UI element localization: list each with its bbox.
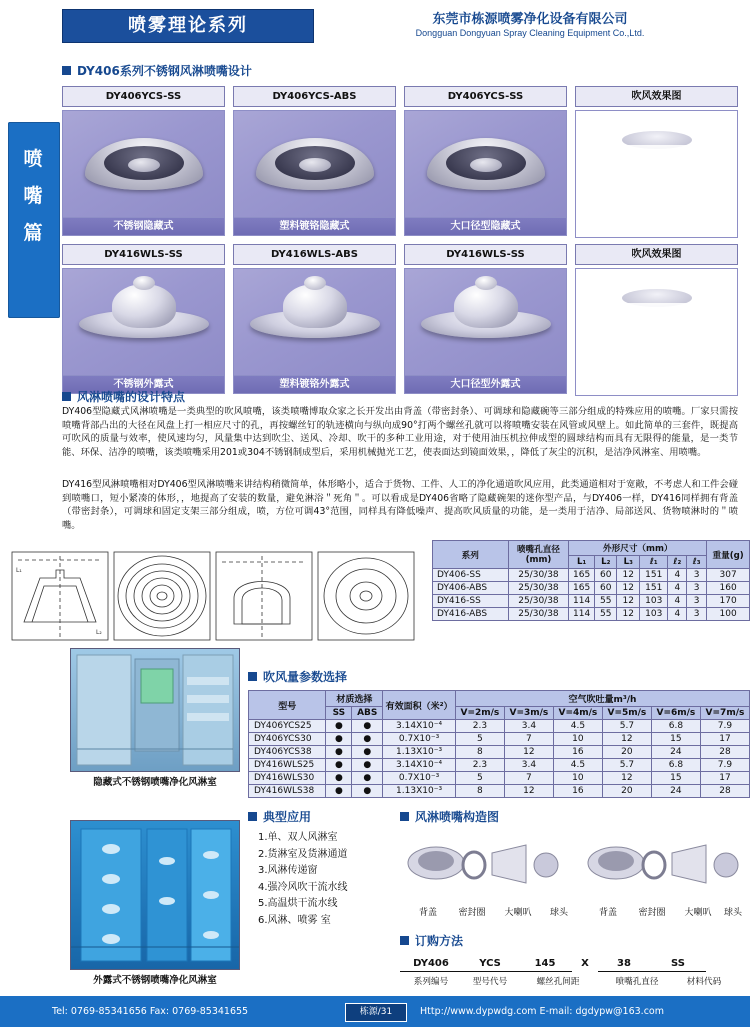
product-card[interactable] xyxy=(404,244,567,396)
exploded-parts-illustration xyxy=(400,825,740,905)
footer-contact-tel: Tel: 0769-85341656 Fax: 0769-85341655 xyxy=(52,1006,249,1017)
cell-v3: 3.4 xyxy=(504,720,553,733)
section-heading-params: 吹风量参数选择 xyxy=(248,668,347,685)
feature-paragraph-2: DY416型风淋喷嘴相对DY406型风淋喷嘴来讲结构稍微简单，体形略小，适合于货物、工件、人工的净化通道吹风应用，此类通道相对于宽敞，不考虑人和工件会碰到喷嘴口，短小紧凑的体形，，地提高了安装的数量，避免淋浴＂死角＂。可以看成是DY406省略了隐藏碗架的迷你型产品，与DY406一样，DY416同样拥有背盖（带密封条），可调球和固定支架三部分组成，喷，方位可调43°范围，同样具有降低噪声、提高吹风质量的功能，是一类用于洁净、局部送风、货物喷淋时的＂喷嘴。 xyxy=(62,479,738,531)
table-row xyxy=(433,608,750,621)
col-material-abs: ABS xyxy=(352,707,383,720)
cell-v7: 28 xyxy=(700,746,749,759)
order-code-screw-pitch: 145 xyxy=(518,958,572,972)
structure-label-right-1: 背盖 xyxy=(598,908,617,918)
cell-v5: 12 xyxy=(602,733,651,746)
product-row-1 xyxy=(62,86,738,238)
ordering-label-row xyxy=(400,975,740,987)
nozzle-dome-icon xyxy=(79,310,209,338)
product-title: DY416WLS-ABS xyxy=(233,244,396,265)
nozzle-dish-icon xyxy=(427,138,545,190)
cell-d: 103 xyxy=(640,608,668,621)
cell-hole: 25/30/38 xyxy=(508,582,569,595)
cell-series: DY416-SS xyxy=(433,595,509,608)
company-name-en: Dongguan Dongyuan Spray Cleaning Equipment Co.,Ltd. xyxy=(415,28,645,38)
product-title: 吹风效果图 xyxy=(575,244,738,265)
cell-e: 4 xyxy=(668,582,687,595)
section-heading-design: DY406系列不锈钢风淋喷嘴设计 xyxy=(62,62,252,79)
cell-ss: ● xyxy=(326,785,352,798)
product-caption: 不锈钢外露式 xyxy=(62,376,225,394)
cell-model: DY416WLS30 xyxy=(249,772,326,785)
cell-v7: 28 xyxy=(700,785,749,798)
product-image xyxy=(233,268,396,376)
cell-v3: 3.4 xyxy=(504,759,553,772)
cell-v2: 8 xyxy=(455,785,504,798)
page-footer xyxy=(0,997,750,1027)
order-code-material: SS xyxy=(650,958,706,972)
cell-f: 3 xyxy=(687,595,707,608)
table-row xyxy=(249,720,750,733)
cell-area: 1.13X10⁻³ xyxy=(383,746,456,759)
structure-label-left-3: 大喇叭 xyxy=(504,908,532,918)
cell-v6: 15 xyxy=(651,772,700,785)
section-heading-ordering: 订购方法 xyxy=(400,932,463,949)
cell-abs: ● xyxy=(352,772,383,785)
sub-L3: L₃ xyxy=(617,556,640,569)
cell-d: 151 xyxy=(640,582,668,595)
product-image xyxy=(404,110,567,218)
cell-v6: 6.8 xyxy=(651,759,700,772)
structure-exploded-diagram xyxy=(400,825,740,935)
cell-area: 3.14X10⁻⁴ xyxy=(383,759,456,772)
cell-v2: 5 xyxy=(455,733,504,746)
cell-ss: ● xyxy=(326,733,352,746)
cell-model: DY406YCS25 xyxy=(249,720,326,733)
cell-v3: 7 xyxy=(504,772,553,785)
table-row xyxy=(433,595,750,608)
feature-paragraph-1: DY406型隐藏式风淋喷嘴是一类典型的吹风喷嘴，该类喷嘴博取众家之长开发出由背盖（带密封条）、可调球和隐藏碗等三部分组成的特殊应用的喷嘴。厂家只需按喷嘴背部凸出的大径在风盘上打一相应尺寸的孔，再按螺丝钉的轨迹横向与纵向成90°打两个螺丝孔就可以将喷嘴安装在风管或风壁上。如此简单的三套件，既提高可吹风的质量与效率，使风速均匀，风量集中达到吹尘、送风、冷却、吹干的多种工业用途，对于使用油压机拉伸成型的圆球结构而具有无限得的能量，是一类节能、环保、洁净的喷嘴，该类喷嘴采用201或304不锈钢制成型后，采用机械抛光工艺，使表面达到镜面效果，，降低了灰尘的沉积，是洁净风淋室、用喷嘴。 xyxy=(62,406,738,458)
cell-b: 55 xyxy=(594,595,617,608)
sub-L1: L₁ xyxy=(569,556,595,569)
cell-series: DY416-ABS xyxy=(433,608,509,621)
order-label-series: 系列编号 xyxy=(413,977,449,987)
col-material-ss: SS xyxy=(326,707,352,720)
spray-effect-image xyxy=(575,110,738,238)
side-tab-nozzle-chapter xyxy=(8,122,60,318)
col-v4: V=4m/s xyxy=(553,707,602,720)
col-v6: V=6m/s xyxy=(651,707,700,720)
ordering-code-row xyxy=(400,958,740,972)
cell-abs: ● xyxy=(352,785,383,798)
cell-ss: ● xyxy=(326,772,352,785)
cell-model: DY416WLS25 xyxy=(249,759,326,772)
product-card[interactable] xyxy=(62,86,225,238)
col-series: 系列 xyxy=(433,541,509,569)
order-code-separator: X xyxy=(581,958,589,969)
cell-v4: 4.5 xyxy=(553,759,602,772)
cell-v7: 17 xyxy=(700,733,749,746)
table-row xyxy=(249,733,750,746)
structure-label-left-4: 球头 xyxy=(549,908,568,918)
cell-hole: 25/30/38 xyxy=(508,608,569,621)
table-row xyxy=(249,772,750,785)
airflow-parameter-table xyxy=(248,690,750,798)
table-row xyxy=(249,759,750,772)
table-header-row xyxy=(249,691,750,707)
table-row xyxy=(249,785,750,798)
technical-drawings xyxy=(10,548,430,644)
cell-a: 114 xyxy=(569,595,595,608)
photo-exposed-type-shower-room xyxy=(70,820,240,970)
cell-area: 0.7X10⁻³ xyxy=(383,733,456,746)
list-item: 5.高温烘干流水线 xyxy=(258,898,338,909)
cell-c: 12 xyxy=(617,595,640,608)
list-item: 4.强冷风吹干流水线 xyxy=(258,881,348,893)
ordering-code-diagram xyxy=(400,958,740,987)
cell-v6: 6.8 xyxy=(651,720,700,733)
cell-v3: 12 xyxy=(504,746,553,759)
col-v5: V=5m/s xyxy=(602,707,651,720)
cell-b: 55 xyxy=(594,608,617,621)
nozzle-dish-icon xyxy=(85,138,203,190)
cell-weight: 160 xyxy=(707,582,750,595)
cell-v7: 7.9 xyxy=(700,759,749,772)
cell-v2: 5 xyxy=(455,772,504,785)
heading-marker-icon xyxy=(62,392,71,401)
spec-table xyxy=(432,540,750,621)
heading-marker-icon xyxy=(62,66,71,75)
product-title: DY406YCS-SS xyxy=(404,86,567,107)
cell-series: DY406-SS xyxy=(433,569,509,582)
nozzle-dish-icon xyxy=(256,138,374,190)
cell-area: 1.13X10⁻³ xyxy=(383,785,456,798)
cell-f: 3 xyxy=(687,608,707,621)
application-list xyxy=(258,830,348,929)
nozzle-dome-icon xyxy=(421,310,551,338)
cell-f: 3 xyxy=(687,582,707,595)
footer-web-email: Http://www.dypwdg.com E-mail: dgdypw@163.com xyxy=(420,1006,664,1017)
cell-area: 0.7X10⁻³ xyxy=(383,772,456,785)
cell-v5: 12 xyxy=(602,772,651,785)
cell-weight: 307 xyxy=(707,569,750,582)
cell-ss: ● xyxy=(326,746,352,759)
cell-v2: 2.3 xyxy=(455,759,504,772)
order-code-hole-diameter: 38 xyxy=(598,958,650,972)
list-item: 1.单、双人风淋室 xyxy=(258,832,338,843)
col-v7: V=7m/s xyxy=(700,707,749,720)
cell-v2: 2.3 xyxy=(455,720,504,733)
order-label-material: 材料代码 xyxy=(686,977,722,987)
sub-dim-5: ℓ₂ xyxy=(668,556,687,569)
cell-a: 165 xyxy=(569,582,595,595)
product-title: DY416WLS-SS xyxy=(404,244,567,265)
cell-v3: 12 xyxy=(504,785,553,798)
series-title: 喷雾理论系列 xyxy=(128,15,248,36)
cell-c: 12 xyxy=(617,569,640,582)
cell-v2: 8 xyxy=(455,746,504,759)
cell-c: 12 xyxy=(617,582,640,595)
side-tab-char-2: 嘴 xyxy=(23,185,45,207)
side-tab-char-1: 喷 xyxy=(23,148,45,170)
heading-marker-icon xyxy=(400,936,409,945)
col-air-volume: 空气吹吐量m³/h xyxy=(455,691,749,707)
product-card[interactable] xyxy=(62,244,225,396)
cell-b: 60 xyxy=(594,569,617,582)
cell-ss: ● xyxy=(326,759,352,772)
cell-abs: ● xyxy=(352,759,383,772)
cell-v7: 17 xyxy=(700,772,749,785)
list-item: 3.风淋传递窗 xyxy=(258,865,318,876)
cell-v4: 10 xyxy=(553,772,602,785)
col-v3: V=3m/s xyxy=(504,707,553,720)
cell-hole: 25/30/38 xyxy=(508,595,569,608)
order-label-hole-diameter: 喷嘴孔直径 xyxy=(615,977,659,987)
photo-illustration xyxy=(71,649,239,771)
col-material: 材质选择 xyxy=(326,691,383,707)
side-tab-char-3: 篇 xyxy=(23,222,45,244)
cell-a: 114 xyxy=(569,608,595,621)
product-title: DY416WLS-SS xyxy=(62,244,225,265)
table-row xyxy=(249,746,750,759)
cell-e: 4 xyxy=(668,569,687,582)
table-row xyxy=(433,582,750,595)
product-title: 吹风效果图 xyxy=(575,86,738,107)
col-group-dimensions: 外形尺寸（mm） xyxy=(569,541,707,556)
cell-a: 165 xyxy=(569,569,595,582)
cell-model: DY416WLS38 xyxy=(249,785,326,798)
photo-caption-2: 外露式不锈钢喷嘴净化风淋室 xyxy=(93,975,217,986)
product-image xyxy=(404,268,567,376)
order-code-model: YCS xyxy=(462,958,518,972)
cell-v6: 15 xyxy=(651,733,700,746)
product-caption: 塑料镀铬外露式 xyxy=(233,376,396,394)
cell-v6: 24 xyxy=(651,746,700,759)
product-card[interactable] xyxy=(575,244,738,396)
cell-model: DY406YCS38 xyxy=(249,746,326,759)
spray-cone-icon xyxy=(605,289,709,375)
col-v2: V=2m/s xyxy=(455,707,504,720)
cell-d: 151 xyxy=(640,569,668,582)
product-caption: 塑料镀铬隐藏式 xyxy=(233,218,396,236)
structure-label-left-2: 密封圈 xyxy=(458,908,486,918)
cell-v5: 20 xyxy=(602,746,651,759)
product-card[interactable] xyxy=(404,86,567,238)
product-image xyxy=(233,110,396,218)
product-card[interactable] xyxy=(233,86,396,238)
heading-marker-icon xyxy=(248,812,257,821)
product-grid xyxy=(62,86,738,402)
table-header-row xyxy=(433,541,750,556)
cell-model: DY406YCS30 xyxy=(249,733,326,746)
section-heading-applications: 典型应用 xyxy=(248,808,311,825)
series-title-banner xyxy=(62,9,314,43)
list-item: 6.风淋、喷雾 室 xyxy=(258,914,331,926)
product-image xyxy=(62,110,225,218)
photo-illustration xyxy=(71,821,239,969)
cell-v4: 16 xyxy=(553,785,602,798)
col-effective-area: 有效面积（米²） xyxy=(383,691,456,720)
structure-label-right-2: 密封圈 xyxy=(638,908,666,918)
cell-area: 3.14X10⁻⁴ xyxy=(383,720,456,733)
cell-v5: 5.7 xyxy=(602,720,651,733)
cell-abs: ● xyxy=(352,720,383,733)
order-code-series: DY406 xyxy=(400,958,462,972)
cell-ss: ● xyxy=(326,720,352,733)
structure-label-right-3: 大喇叭 xyxy=(684,908,712,918)
product-caption: 大口径型外露式 xyxy=(404,376,567,394)
product-title: DY406YCS-ABS xyxy=(233,86,396,107)
col-hole-diameter: 喷嘴孔直径(mm) xyxy=(508,541,569,569)
product-title: DY406YCS-SS xyxy=(62,86,225,107)
product-card[interactable] xyxy=(233,244,396,396)
section-heading-features: 风淋喷嘴的设计特点 xyxy=(62,388,185,405)
page-header xyxy=(0,0,750,52)
cell-v7: 7.9 xyxy=(700,720,749,733)
sub-dim-6: ℓ₃ xyxy=(687,556,707,569)
col-model: 型号 xyxy=(249,691,326,720)
cell-abs: ● xyxy=(352,733,383,746)
nozzle-dome-icon xyxy=(250,310,380,338)
product-caption: 不锈钢隐藏式 xyxy=(62,218,225,236)
photo-hidden-type-shower-room xyxy=(70,648,240,772)
order-label-screw-pitch: 螺丝孔间距 xyxy=(536,977,580,987)
cell-f: 3 xyxy=(687,569,707,582)
sub-dim-4: ℓ₁ xyxy=(640,556,668,569)
photo-caption-1: 隐藏式不锈钢喷嘴净化风淋室 xyxy=(93,777,217,788)
cell-b: 60 xyxy=(594,582,617,595)
col-weight: 重量(g) xyxy=(707,541,750,569)
product-row-2 xyxy=(62,244,738,396)
svg-text:L₂: L₂ xyxy=(96,629,102,636)
cell-hole: 25/30/38 xyxy=(508,569,569,582)
heading-marker-icon xyxy=(248,672,257,681)
cell-e: 4 xyxy=(668,595,687,608)
list-item: 2.货淋室及货淋通道 xyxy=(258,848,348,860)
cell-abs: ● xyxy=(352,746,383,759)
nozzle-cad-drawings xyxy=(10,548,430,644)
product-card[interactable] xyxy=(575,86,738,238)
spray-effect-image xyxy=(575,268,738,396)
spray-cone-icon xyxy=(605,131,709,217)
structure-label-right-4: 球头 xyxy=(723,908,742,918)
product-caption: 大口径型隐藏式 xyxy=(404,218,567,236)
heading-marker-icon xyxy=(400,812,409,821)
structure-label-left-1: 背盖 xyxy=(418,908,437,918)
svg-text:L₁: L₁ xyxy=(16,567,22,574)
cell-v6: 24 xyxy=(651,785,700,798)
cell-v5: 20 xyxy=(602,785,651,798)
table-row xyxy=(433,569,750,582)
cell-v4: 10 xyxy=(553,733,602,746)
cell-e: 4 xyxy=(668,608,687,621)
company-name-cn: 东莞市栋源喷雾净化设备有限公司 xyxy=(432,12,628,27)
cell-v4: 16 xyxy=(553,746,602,759)
cell-v3: 7 xyxy=(504,733,553,746)
section-heading-structure: 风淋喷嘴构造图 xyxy=(400,808,499,825)
sub-L2: L₂ xyxy=(594,556,617,569)
cell-series: DY406-ABS xyxy=(433,582,509,595)
cell-c: 12 xyxy=(617,608,640,621)
cell-v4: 4.5 xyxy=(553,720,602,733)
product-image xyxy=(62,268,225,376)
footer-page-number: 栋源/31 xyxy=(345,1003,407,1022)
cell-weight: 170 xyxy=(707,595,750,608)
cell-v5: 5.7 xyxy=(602,759,651,772)
order-label-model: 型号代号 xyxy=(472,977,508,987)
cell-weight: 100 xyxy=(707,608,750,621)
cell-d: 103 xyxy=(640,595,668,608)
